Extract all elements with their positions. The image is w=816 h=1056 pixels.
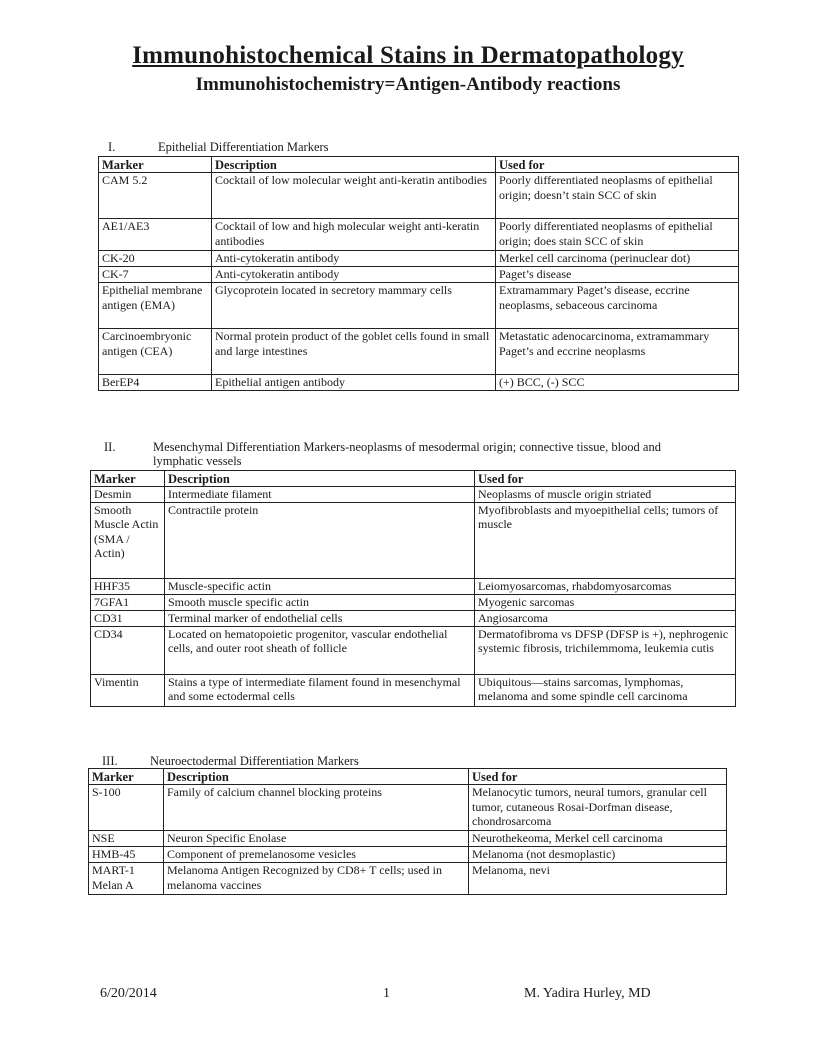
description-cell: Muscle-specific actin (165, 578, 475, 594)
marker-cell: Carcinoembryonic antigen (CEA) (99, 329, 212, 375)
used-for-cell: Poorly differentiated neoplasms of epithelial origin; does stain SCC of skin (496, 219, 739, 251)
description-cell: Stains a type of intermediate filament found in mesenchymal and some ectodermal cells (165, 674, 475, 706)
footer-author: M. Yadira Hurley, MD (524, 986, 651, 1001)
section-mesenchymal (90, 440, 735, 707)
section-epithelial (98, 140, 738, 391)
table-header-row (91, 471, 736, 487)
footer-date: 6/20/2014 (100, 986, 157, 1001)
table-row (91, 487, 736, 503)
marker-cell: MART-1 Melan A (89, 863, 164, 895)
marker-cell: Desmin (91, 487, 165, 503)
marker-cell: S-100 (89, 785, 164, 831)
marker-cell: 7GFA1 (91, 594, 165, 610)
markers-table (88, 768, 727, 895)
table-row (91, 610, 736, 626)
description-cell: Intermediate filament (165, 487, 475, 503)
marker-cell: BerEP4 (99, 375, 212, 391)
column-header-marker: Marker (89, 769, 164, 785)
used-for-cell: Myogenic sarcomas (475, 594, 736, 610)
table-row (99, 283, 739, 329)
table-row (99, 173, 739, 219)
marker-cell: CAM 5.2 (99, 173, 212, 219)
used-for-cell: Dermatofibroma vs DFSP (DFSP is +), nephrogenic systemic fibrosis, trichilemmoma, leukemia cutis (475, 626, 736, 674)
marker-cell: Epithelial membrane antigen (EMA) (99, 283, 212, 329)
description-cell: Terminal marker of endothelial cells (165, 610, 475, 626)
section-neuroectodermal (88, 754, 726, 895)
table-row (91, 594, 736, 610)
column-header-description: Description (164, 769, 469, 785)
used-for-cell: Melanoma (not desmoplastic) (469, 847, 727, 863)
description-cell: Epithelial antigen antibody (212, 375, 496, 391)
marker-cell: AE1/AE3 (99, 219, 212, 251)
page-title: Immunohistochemical Stains in Dermatopathology (132, 42, 684, 69)
section-heading (90, 440, 735, 470)
description-cell: Glycoprotein located in secretory mammary cells (212, 283, 496, 329)
column-header-used-for: Used for (496, 157, 739, 173)
description-cell: Neuron Specific Enolase (164, 831, 469, 847)
marker-cell: Vimentin (91, 674, 165, 706)
markers-table (90, 470, 736, 707)
column-header-description: Description (165, 471, 475, 487)
used-for-cell: Myofibroblasts and myoepithelial cells; tumors of muscle (475, 502, 736, 578)
used-for-cell: Melanoma, nevi (469, 863, 727, 895)
description-cell: Anti-cytokeratin antibody (212, 251, 496, 267)
section-title: Neuroectodermal Differentiation Markers (150, 754, 359, 768)
description-cell: Component of premelanosome vesicles (164, 847, 469, 863)
table-row (91, 626, 736, 674)
table-header-row (99, 157, 739, 173)
description-cell: Smooth muscle specific actin (165, 594, 475, 610)
table-row (99, 375, 739, 391)
used-for-cell: Ubiquitous—stains sarcomas, lymphomas, melanoma and some spindle cell carcinoma (475, 674, 736, 706)
marker-cell: CD31 (91, 610, 165, 626)
table-row (99, 267, 739, 283)
section-heading (88, 754, 726, 768)
marker-cell: CK-7 (99, 267, 212, 283)
section-number: I. (108, 140, 116, 154)
column-header-used-for: Used for (469, 769, 727, 785)
table-row (89, 847, 727, 863)
table-header-row (89, 769, 727, 785)
footer-page-number: 1 (383, 986, 390, 1001)
description-cell: Melanoma Antigen Recognized by CD8+ T cells; used in melanoma vaccines (164, 863, 469, 895)
section-title: Epithelial Differentiation Markers (158, 140, 329, 154)
page-subtitle: Immunohistochemistry=Antigen-Antibody reactions (195, 74, 621, 95)
description-cell: Located on hematopoietic progenitor, vascular endothelial cells, and outer root sheath of follicle (165, 626, 475, 674)
marker-cell: NSE (89, 831, 164, 847)
description-cell: Normal protein product of the goblet cells found in small and large intestines (212, 329, 496, 375)
description-cell: Cocktail of low and high molecular weight anti-keratin antibodies (212, 219, 496, 251)
table-row (91, 578, 736, 594)
table-row (91, 502, 736, 578)
table-row (99, 329, 739, 375)
used-for-cell: Poorly differentiated neoplasms of epithelial origin; doesn’t stain SCC of skin (496, 173, 739, 219)
table-row (99, 251, 739, 267)
section-heading (98, 140, 738, 156)
description-cell: Family of calcium channel blocking proteins (164, 785, 469, 831)
description-cell: Cocktail of low molecular weight anti-keratin antibodies (212, 173, 496, 219)
used-for-cell: (+) BCC, (-) SCC (496, 375, 739, 391)
used-for-cell: Paget’s disease (496, 267, 739, 283)
marker-cell: Smooth Muscle Actin (SMA / Actin) (91, 502, 165, 578)
section-number: II. (104, 440, 116, 454)
table-row (89, 785, 727, 831)
marker-cell: HMB-45 (89, 847, 164, 863)
used-for-cell: Melanocytic tumors, neural tumors, granular cell tumor, cutaneous Rosai-Dorfman disease, chondrosarcoma (469, 785, 727, 831)
section-title: Mesenchymal Differentiation Markers-neoplasms of mesodermal origin; connective tissue, blood and lymphatic vessels (153, 440, 661, 468)
column-header-used-for: Used for (475, 471, 736, 487)
used-for-cell: Angiosarcoma (475, 610, 736, 626)
table-row (89, 863, 727, 895)
used-for-cell: Merkel cell carcinoma (perinuclear dot) (496, 251, 739, 267)
description-cell: Anti-cytokeratin antibody (212, 267, 496, 283)
marker-cell: CK-20 (99, 251, 212, 267)
column-header-description: Description (212, 157, 496, 173)
marker-cell: CD34 (91, 626, 165, 674)
used-for-cell: Metastatic adenocarcinoma, extramammary Paget’s and eccrine neoplasms (496, 329, 739, 375)
marker-cell: HHF35 (91, 578, 165, 594)
used-for-cell: Extramammary Paget’s disease, eccrine neoplasms, sebaceous carcinoma (496, 283, 739, 329)
markers-table (98, 156, 739, 391)
used-for-cell: Neurothekeoma, Merkel cell carcinoma (469, 831, 727, 847)
used-for-cell: Neoplasms of muscle origin striated (475, 487, 736, 503)
section-number: III. (102, 754, 118, 768)
table-row (99, 219, 739, 251)
column-header-marker: Marker (99, 157, 212, 173)
description-cell: Contractile protein (165, 502, 475, 578)
used-for-cell: Leiomyosarcomas, rhabdomyosarcomas (475, 578, 736, 594)
column-header-marker: Marker (91, 471, 165, 487)
table-row (91, 674, 736, 706)
table-row (89, 831, 727, 847)
